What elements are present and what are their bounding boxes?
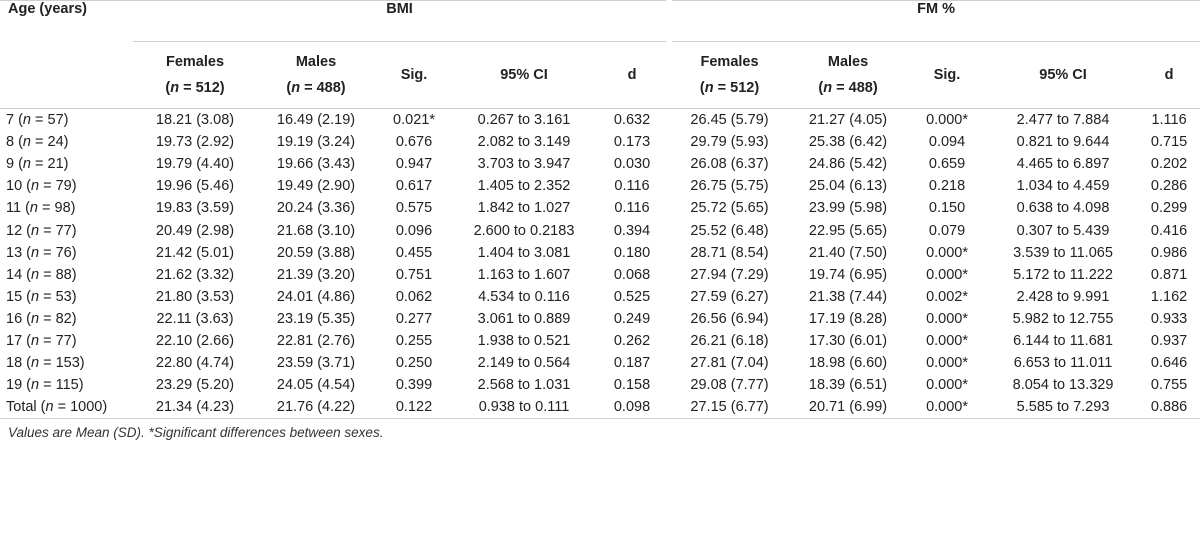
bmi-sig-cell: 0.277: [395, 310, 433, 327]
fm-males-header: [790, 42, 906, 109]
table-row: [0, 175, 1200, 197]
bmi-ci-cell: 2.149 to 0.564: [477, 355, 571, 372]
age-cell: 11 (n = 98): [6, 200, 76, 217]
table-row: [0, 242, 1200, 264]
bmi-ci-cell: 4.534 to 0.116: [478, 288, 570, 305]
bmi-females-cell: 22.11 (3.63): [156, 310, 234, 327]
fm-males-cell: 25.38 (6.42): [808, 134, 888, 151]
fm-ci-cell: 0.307 to 5.439: [1016, 222, 1110, 239]
fm-d-cell: 1.162: [1150, 288, 1188, 305]
bmi-d-cell: 0.098: [595, 396, 669, 419]
table-row: [0, 219, 1200, 241]
bmi-sig-cell: 0.062: [395, 288, 433, 305]
age-cell: 12 (n = 77): [6, 222, 77, 239]
table-row: [0, 352, 1200, 374]
fm-sig-cell: 0.000*: [926, 332, 968, 349]
bmi-males-cell: 21.76 (4.22): [257, 396, 375, 419]
fm-ci-cell: 6.653 to 11.011: [1013, 355, 1113, 372]
fm-males-label: Males: [827, 54, 869, 70]
fm-females-cell: 27.15 (6.77): [669, 396, 790, 419]
fm-sig-cell: 0.659: [928, 156, 966, 173]
bmi-females-cell: 19.73 (2.92): [155, 134, 235, 151]
bmi-males-cell: 20.24 (3.36): [276, 200, 356, 217]
age-cell: 7 (n = 57): [6, 112, 69, 129]
bmi-females-label: Females: [165, 54, 225, 70]
bmi-females-cell: 22.10 (2.66): [155, 332, 235, 349]
bmi-d-cell: 0.187: [613, 355, 651, 372]
fm-females-cell: 27.94 (7.29): [690, 266, 769, 283]
bmi-ci-cell: 2.082 to 3.149: [477, 134, 571, 151]
fm-females-cell: 26.08 (6.37): [690, 156, 769, 173]
bmi-ci-cell: 1.842 to 1.027: [477, 200, 571, 217]
bmi-d-cell: 0.158: [613, 377, 651, 394]
bmi-females-cell: 20.49 (2.98): [155, 222, 235, 239]
group-header-row: [0, 1, 1200, 42]
bmi-sig-cell: 0.947: [395, 156, 433, 173]
fm-ci-cell: 1.034 to 4.459: [1016, 178, 1110, 195]
bmi-females-n: (n = 512): [165, 80, 225, 96]
fm-males-cell: 22.95 (5.65): [808, 222, 888, 239]
fm-d-cell: 0.416: [1150, 222, 1188, 239]
bmi-males-cell: 23.19 (5.35): [276, 310, 356, 327]
bmi-males-header: [257, 42, 375, 109]
fm-sig-cell: 0.150: [928, 200, 966, 217]
bmi-ci-header: 95% CI: [453, 42, 595, 109]
table-row: [0, 286, 1200, 308]
fm-females-cell: 27.81 (7.04): [690, 355, 769, 372]
bmi-sig-header: Sig.: [375, 42, 453, 109]
bmi-sig-cell: 0.617: [395, 178, 433, 195]
fm-sig-cell: 0.094: [928, 134, 966, 151]
bmi-d-cell: 0.180: [613, 244, 651, 261]
fm-females-cell: 28.71 (8.54): [690, 244, 769, 261]
bmi-females-cell: 19.83 (3.59): [155, 200, 235, 217]
age-cell: 17 (n = 77): [6, 332, 77, 349]
fm-ci-cell: 0.821 to 9.644: [1016, 134, 1110, 151]
fm-d-cell: 0.871: [1150, 266, 1188, 283]
fm-females-cell: 29.08 (7.77): [690, 377, 769, 394]
bmi-sig-cell: 0.676: [395, 134, 433, 151]
fm-d-cell: 0.286: [1150, 178, 1188, 195]
age-cell: 19 (n = 115): [6, 377, 84, 394]
fm-females-cell: 26.56 (6.94): [690, 310, 769, 327]
fm-sig-cell: 0.000*: [926, 244, 968, 261]
fm-d-cell: 0.886: [1138, 396, 1200, 419]
bmi-males-cell: 19.66 (3.43): [276, 156, 356, 173]
bmi-males-cell: 24.01 (4.86): [276, 288, 356, 305]
bmi-ci-cell: 1.405 to 2.352: [477, 178, 571, 195]
bmi-ci-cell: 3.703 to 3.947: [477, 156, 571, 173]
fm-females-cell: 26.21 (6.18): [690, 332, 769, 349]
age-cell: Total (n = 1000): [0, 396, 133, 419]
fm-ci-cell: 4.465 to 6.897: [1016, 156, 1110, 173]
fm-sig-cell: 0.000*: [926, 377, 968, 394]
bmi-males-cell: 21.39 (3.20): [276, 266, 356, 283]
bmi-males-cell: 21.68 (3.10): [276, 222, 356, 239]
bmi-females-cell: 19.96 (5.46): [155, 178, 235, 195]
bmi-ci-cell: 1.404 to 3.081: [477, 244, 571, 261]
bmi-sig-cell: 0.399: [395, 377, 433, 394]
fm-ci-cell: 5.585 to 7.293: [988, 396, 1138, 419]
bmi-sig-cell: 0.255: [395, 332, 433, 349]
bmi-group-header: BMI: [133, 1, 669, 42]
bmi-females-header: [133, 42, 257, 109]
bmi-ci-cell: 2.568 to 1.031: [477, 377, 571, 394]
bmi-sig-cell: 0.455: [395, 244, 433, 261]
bmi-d-cell: 0.116: [614, 200, 650, 217]
fm-sig-cell: 0.000*: [906, 396, 988, 419]
bmi-females-cell: 21.80 (3.53): [155, 288, 235, 305]
fm-sig-cell: 0.002*: [926, 288, 968, 305]
bmi-d-cell: 0.632: [613, 112, 651, 129]
table-row: [0, 197, 1200, 219]
bmi-d-cell: 0.262: [613, 332, 651, 349]
bmi-ci-cell: 0.267 to 3.161: [477, 112, 571, 129]
fm-sig-cell: 0.218: [928, 178, 966, 195]
fm-sig-header: Sig.: [906, 42, 988, 109]
fm-females-label: Females: [700, 54, 759, 70]
fm-females-cell: 25.72 (5.65): [690, 200, 769, 217]
bmi-ci-cell: 2.600 to 0.2183: [473, 222, 575, 239]
fm-males-cell: 23.99 (5.98): [808, 200, 888, 217]
fm-males-cell: 17.30 (6.01): [808, 332, 888, 349]
fm-sig-cell: 0.000*: [926, 310, 968, 327]
bmi-males-cell: 19.49 (2.90): [276, 178, 356, 195]
bmi-ci-cell: 3.061 to 0.889: [477, 310, 571, 327]
fm-males-cell: 25.04 (6.13): [808, 178, 888, 195]
fm-d-cell: 0.299: [1150, 200, 1188, 217]
fm-ci-cell: 8.054 to 13.329: [1012, 377, 1114, 394]
table-body: [0, 109, 1200, 419]
fm-d-cell: 0.715: [1150, 134, 1188, 151]
table-row: [0, 264, 1200, 286]
fm-males-cell: 19.74 (6.95): [808, 266, 888, 283]
fm-males-n: (n = 488): [818, 80, 878, 96]
fm-d-cell: 0.986: [1150, 244, 1188, 261]
bmi-d-cell: 0.068: [613, 266, 651, 283]
fm-females-cell: 25.52 (6.48): [690, 222, 769, 239]
fm-d-cell: 0.755: [1150, 377, 1188, 394]
age-cell: 14 (n = 88): [6, 266, 77, 283]
bmi-ci-cell: 1.938 to 0.521: [477, 332, 571, 349]
bmi-d-cell: 0.030: [613, 156, 651, 173]
fm-ci-header: 95% CI: [988, 42, 1138, 109]
fm-males-cell: 21.38 (7.44): [808, 288, 888, 305]
fm-ci-cell: 5.172 to 11.222: [1013, 266, 1113, 283]
fm-males-cell: 18.39 (6.51): [808, 377, 888, 394]
fm-females-n: (n = 512): [699, 80, 760, 96]
fm-males-cell: 20.71 (6.99): [790, 396, 906, 419]
fm-females-header: [669, 42, 790, 109]
bmi-sig-cell: 0.096: [395, 222, 433, 239]
table-row: [0, 396, 1200, 419]
fm-d-cell: 0.937: [1150, 332, 1188, 349]
bmi-d-cell: 0.525: [613, 288, 651, 305]
fm-d-cell: 1.116: [1151, 112, 1187, 129]
bmi-males-n: (n = 488): [286, 80, 346, 96]
bmi-sig-cell: 0.250: [395, 355, 433, 372]
fm-females-cell: 27.59 (6.27): [690, 288, 769, 305]
age-cell: 8 (n = 24): [6, 134, 69, 151]
fm-females-cell: 26.75 (5.75): [690, 178, 769, 195]
fm-ci-cell: 2.477 to 7.884: [1016, 112, 1110, 129]
bmi-sig-cell: 0.751: [395, 266, 433, 283]
bmi-females-cell: 19.79 (4.40): [155, 156, 235, 173]
age-subheader-blank: [0, 42, 133, 109]
age-cell: 16 (n = 82): [6, 310, 77, 327]
bmi-females-cell: 23.29 (5.20): [155, 377, 235, 394]
fm-sig-cell: 0.000*: [926, 355, 968, 372]
fm-sig-cell: 0.000*: [926, 266, 968, 283]
bmi-females-cell: 18.21 (3.08): [155, 112, 235, 129]
bmi-sig-cell: 0.122: [375, 396, 453, 419]
age-cell: 15 (n = 53): [6, 288, 77, 305]
bmi-sig-cell: 0.575: [395, 200, 433, 217]
bmi-females-cell: 21.42 (5.01): [155, 244, 235, 261]
bmi-males-cell: 22.81 (2.76): [276, 332, 356, 349]
bmi-sig-cell: 0.021*: [393, 112, 435, 129]
fm-d-header: d: [1138, 42, 1200, 109]
fm-males-cell: 21.27 (4.05): [808, 112, 888, 129]
fm-d-cell: 0.933: [1150, 310, 1188, 327]
fm-males-cell: 18.98 (6.60): [808, 355, 888, 372]
fm-sig-cell: 0.079: [928, 222, 966, 239]
bmi-females-cell: 22.80 (4.74): [155, 355, 235, 372]
table-row: [0, 131, 1200, 153]
bmi-d-header: d: [595, 42, 669, 109]
bmi-d-cell: 0.116: [614, 178, 650, 195]
bmi-males-cell: 19.19 (3.24): [276, 134, 356, 151]
bmi-males-cell: 16.49 (2.19): [276, 112, 356, 129]
bmi-females-cell: 21.34 (4.23): [133, 396, 257, 419]
fm-ci-cell: 0.638 to 4.098: [1016, 200, 1110, 217]
sub-header-row: [0, 42, 1200, 109]
bmi-males-label: Males: [295, 54, 337, 70]
table-footnote: Values are Mean (SD). *Significant differences between sexes.: [8, 425, 384, 441]
bmi-d-cell: 0.249: [613, 310, 651, 327]
fm-males-cell: 17.19 (8.28): [808, 310, 888, 327]
fm-males-cell: 21.40 (7.50): [808, 244, 888, 261]
bmi-males-cell: 23.59 (3.71): [276, 355, 356, 372]
bmi-males-cell: 24.05 (4.54): [276, 377, 356, 394]
table-row: [0, 109, 1200, 132]
age-cell: 9 (n = 21): [6, 156, 69, 173]
fm-ci-cell: 5.982 to 12.755: [1012, 310, 1114, 327]
fm-ci-cell: 2.428 to 9.991: [1016, 288, 1110, 305]
fm-ci-cell: 6.144 to 11.681: [1013, 332, 1113, 349]
table-row: [0, 374, 1200, 396]
bmi-males-cell: 20.59 (3.88): [276, 244, 356, 261]
age-cell: 13 (n = 76): [6, 244, 77, 261]
fm-males-cell: 24.86 (5.42): [808, 156, 888, 173]
bmi-d-cell: 0.394: [613, 222, 651, 239]
table-row: [0, 330, 1200, 352]
fm-females-cell: 26.45 (5.79): [690, 112, 769, 129]
age-cell: 10 (n = 79): [6, 178, 77, 195]
bmi-females-cell: 21.62 (3.32): [155, 266, 235, 283]
fm-d-cell: 0.646: [1150, 355, 1188, 372]
bmi-ci-cell: 1.163 to 1.607: [477, 266, 571, 283]
table-row: [0, 308, 1200, 330]
fm-sig-cell: 0.000*: [926, 112, 968, 129]
fm-ci-cell: 3.539 to 11.065: [1013, 244, 1113, 261]
table-row: [0, 153, 1200, 175]
fm-group-header: FM %: [669, 1, 1200, 42]
bmi-d-cell: 0.173: [613, 134, 651, 151]
fm-females-cell: 29.79 (5.93): [690, 134, 769, 151]
age-cell: 18 (n = 153): [6, 355, 85, 372]
age-column-header: Age (years): [0, 1, 133, 42]
fm-d-cell: 0.202: [1150, 156, 1188, 173]
bmi-ci-cell: 0.938 to 0.111: [453, 396, 595, 419]
